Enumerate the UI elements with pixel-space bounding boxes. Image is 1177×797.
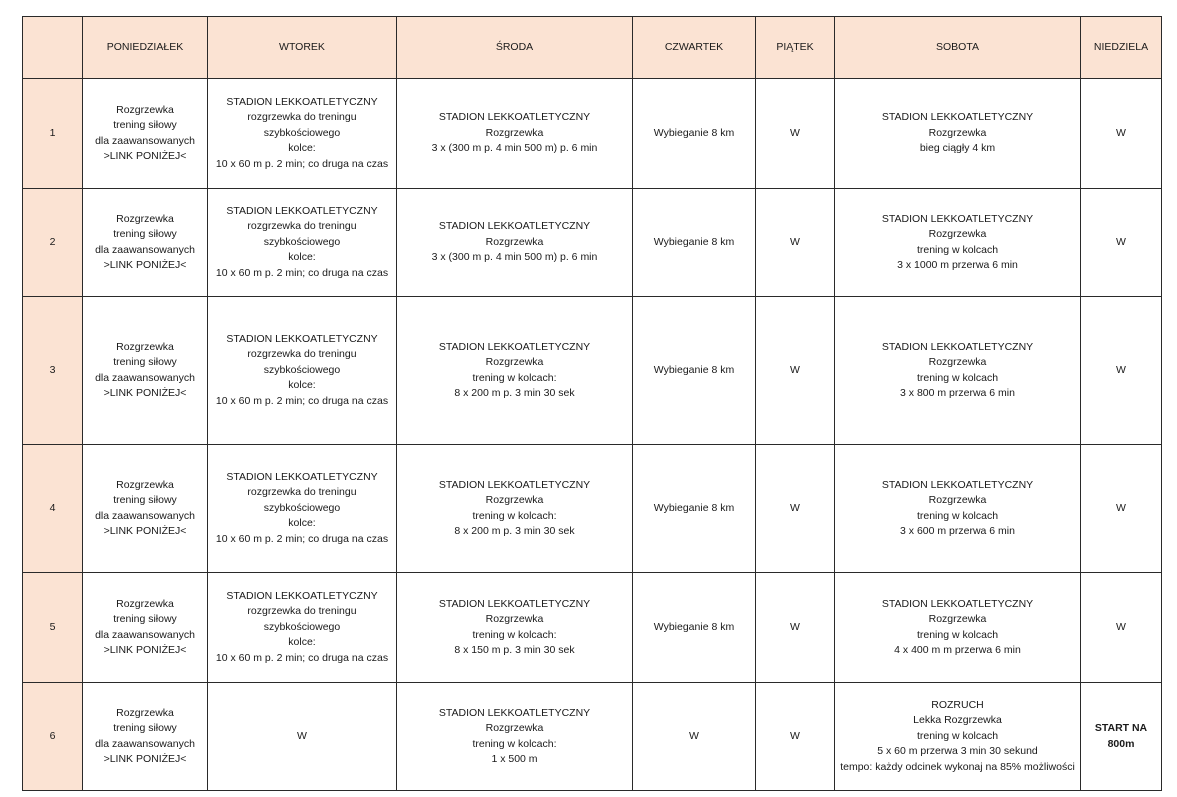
week-number: 6 (23, 683, 83, 791)
friday-cell: W (756, 297, 835, 445)
friday-cell: W (756, 683, 835, 791)
tuesday-cell: STADION LEKKOATLETYCZNY rozgrzewka do treningu szybkościowego kolce: 10 x 60 m p. 2 min; co druga na czas (208, 445, 397, 573)
saturday-cell: STADION LEKKOATLETYCZNY Rozgrzewka trening w kolcach 3 x 1000 m przerwa 6 min (835, 189, 1081, 297)
table-row (23, 189, 1162, 297)
tuesday-cell: STADION LEKKOATLETYCZNY rozgrzewka do treningu szybkościowego kolce: 10 x 60 m p. 2 min; co druga na czas (208, 573, 397, 683)
saturday-cell: STADION LEKKOATLETYCZNY Rozgrzewka trening w kolcach 3 x 800 m przerwa 6 min (835, 297, 1081, 445)
saturday-cell: ROZRUCH Lekka Rozgrzewka trening w kolcach 5 x 60 m przerwa 3 min 30 sekund tempo: każdy odcinek wykonaj na 85% możliwości (835, 683, 1081, 791)
table-row (23, 297, 1162, 445)
saturday-cell: STADION LEKKOATLETYCZNY Rozgrzewka trening w kolcach 3 x 600 m przerwa 6 min (835, 445, 1081, 573)
thursday-cell: W (633, 683, 756, 791)
monday-cell: Rozgrzewka trening siłowy dla zaawansowanych >LINK PONIŻEJ< (83, 297, 208, 445)
header-monday: PONIEDZIAŁEK (83, 17, 208, 79)
monday-cell: Rozgrzewka trening siłowy dla zaawansowanych >LINK PONIŻEJ< (83, 189, 208, 297)
wednesday-cell: STADION LEKKOATLETYCZNY Rozgrzewka trening w kolcach: 8 x 200 m p. 3 min 30 sek (397, 297, 633, 445)
saturday-cell: STADION LEKKOATLETYCZNY Rozgrzewka bieg ciągły 4 km (835, 79, 1081, 189)
wednesday-cell: STADION LEKKOATLETYCZNY Rozgrzewka trening w kolcach: 1 x 500 m (397, 683, 633, 791)
header-row (23, 17, 1162, 79)
sunday-cell: W (1081, 79, 1162, 189)
monday-cell: Rozgrzewka trening siłowy dla zaawansowanych >LINK PONIŻEJ< (83, 573, 208, 683)
sunday-cell: W (1081, 573, 1162, 683)
week-number: 1 (23, 79, 83, 189)
tuesday-cell: STADION LEKKOATLETYCZNY rozgrzewka do treningu szybkościowego kolce: 10 x 60 m p. 2 min; co druga na czas (208, 297, 397, 445)
friday-cell: W (756, 573, 835, 683)
sunday-cell: START NA 800m (1081, 683, 1162, 791)
thursday-cell: Wybieganie 8 km (633, 573, 756, 683)
sunday-cell: W (1081, 445, 1162, 573)
header-corner (23, 17, 83, 79)
friday-cell: W (756, 445, 835, 573)
week-number: 3 (23, 297, 83, 445)
header-thursday: CZWARTEK (633, 17, 756, 79)
wednesday-cell: STADION LEKKOATLETYCZNY Rozgrzewka trening w kolcach: 8 x 200 m p. 3 min 30 sek (397, 445, 633, 573)
thursday-cell: Wybieganie 8 km (633, 445, 756, 573)
wednesday-cell: STADION LEKKOATLETYCZNY Rozgrzewka 3 x (300 m p. 4 min 500 m) p. 6 min (397, 79, 633, 189)
sunday-cell: W (1081, 297, 1162, 445)
thursday-cell: Wybieganie 8 km (633, 297, 756, 445)
monday-cell: Rozgrzewka trening siłowy dla zaawansowanych >LINK PONIŻEJ< (83, 79, 208, 189)
header-wednesday: ŚRODA (397, 17, 633, 79)
friday-cell: W (756, 79, 835, 189)
sunday-cell: W (1081, 189, 1162, 297)
week-number: 4 (23, 445, 83, 573)
table-row (23, 683, 1162, 791)
friday-cell: W (756, 189, 835, 297)
wednesday-cell: STADION LEKKOATLETYCZNY Rozgrzewka 3 x (300 m p. 4 min 500 m) p. 6 min (397, 189, 633, 297)
table-row (23, 445, 1162, 573)
tuesday-cell: W (208, 683, 397, 791)
monday-cell: Rozgrzewka trening siłowy dla zaawansowanych >LINK PONIŻEJ< (83, 683, 208, 791)
tuesday-cell: STADION LEKKOATLETYCZNY rozgrzewka do treningu szybkościowego kolce: 10 x 60 m p. 2 min; co druga na czas (208, 189, 397, 297)
thursday-cell: Wybieganie 8 km (633, 189, 756, 297)
thursday-cell: Wybieganie 8 km (633, 79, 756, 189)
header-saturday: SOBOTA (835, 17, 1081, 79)
week-number: 2 (23, 189, 83, 297)
table-row (23, 79, 1162, 189)
tuesday-cell: STADION LEKKOATLETYCZNY rozgrzewka do treningu szybkościowego kolce: 10 x 60 m p. 2 min; co druga na czas (208, 79, 397, 189)
header-sunday: NIEDZIELA (1081, 17, 1162, 79)
training-schedule-table (22, 16, 1162, 791)
saturday-cell: STADION LEKKOATLETYCZNY Rozgrzewka trening w kolcach 4 x 400 m m przerwa 6 min (835, 573, 1081, 683)
table-row (23, 573, 1162, 683)
monday-cell: Rozgrzewka trening siłowy dla zaawansowanych >LINK PONIŻEJ< (83, 445, 208, 573)
wednesday-cell: STADION LEKKOATLETYCZNY Rozgrzewka trening w kolcach: 8 x 150 m p. 3 min 30 sek (397, 573, 633, 683)
header-tuesday: WTOREK (208, 17, 397, 79)
header-friday: PIĄTEK (756, 17, 835, 79)
week-number: 5 (23, 573, 83, 683)
